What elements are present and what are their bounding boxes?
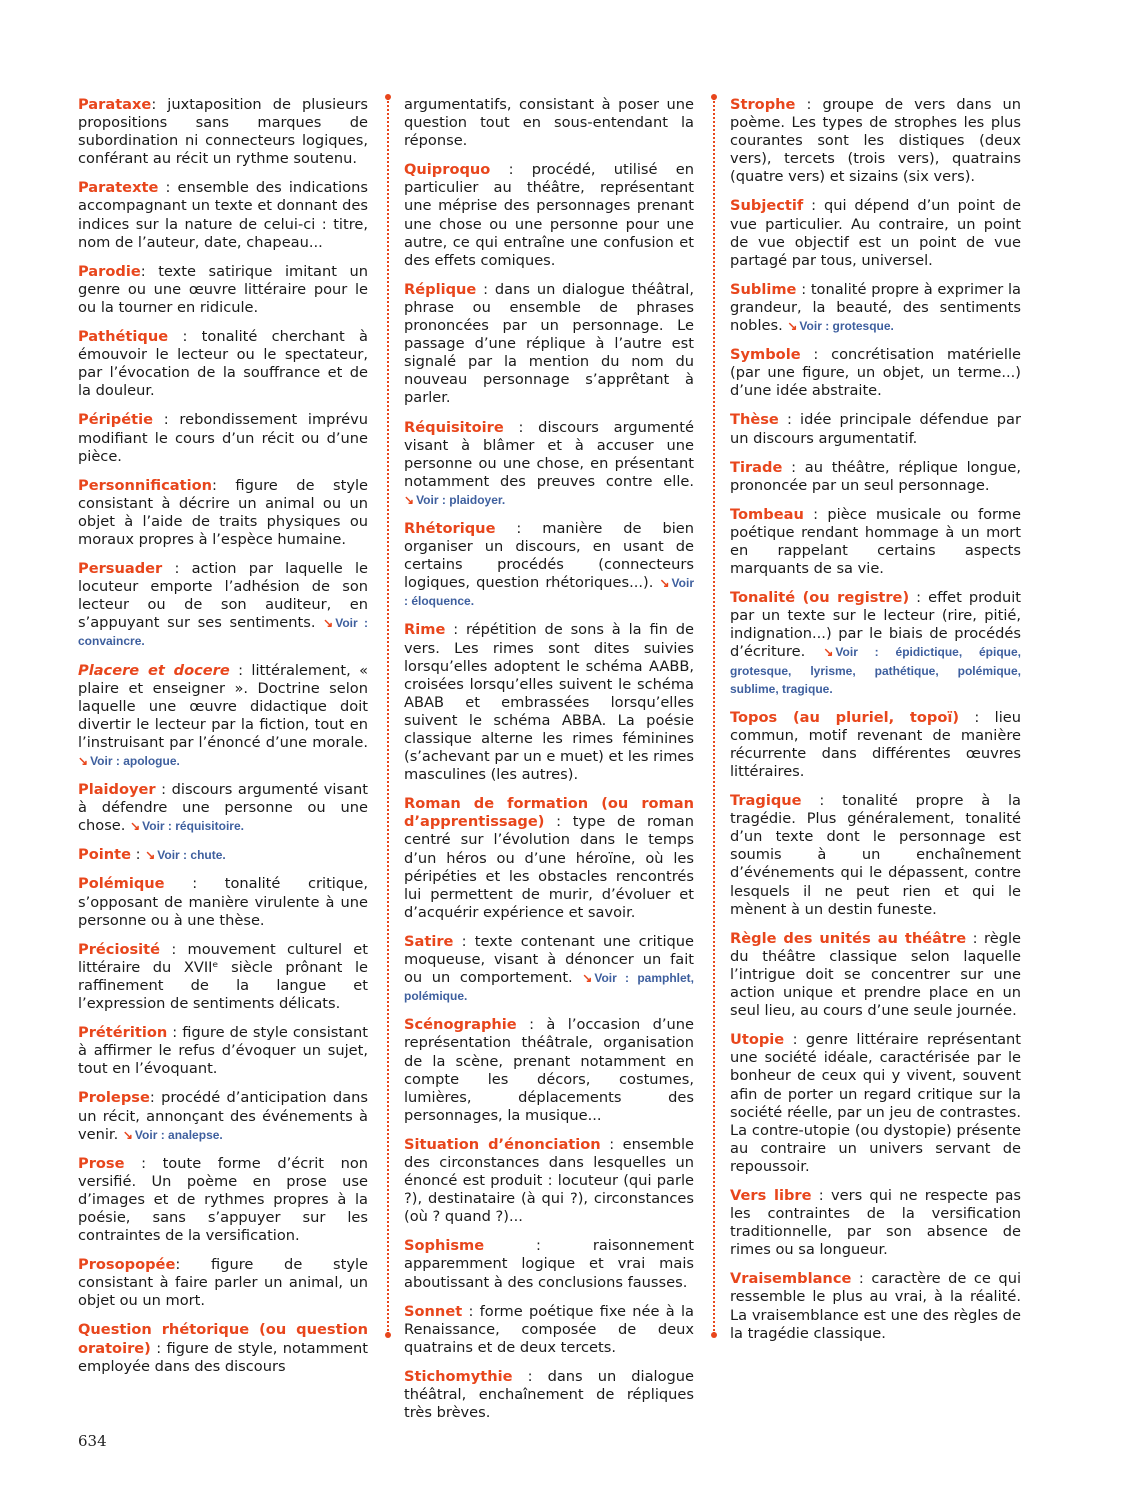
glossary-term: Règle des unités au théâtre xyxy=(730,929,967,947)
see-prefix: Voir : xyxy=(134,1127,165,1142)
glossary-definition: : procédé, utilisé en particulier au théâtre, représentant une méprise des personnages prenant une chose ou une personne pour une autre, ce qui entraîne une confusion et des effets comiques. xyxy=(404,161,694,269)
glossary-definition: : raisonnement apparemment logique et vrai mais aboutissant à des conclusions fausses. xyxy=(404,1237,694,1291)
column-separator xyxy=(387,98,389,1334)
glossary-definition: : xyxy=(131,846,141,864)
glossary-term: Roman de formation (ou roman d’apprentissage) xyxy=(404,795,694,831)
glossary-definition: : tonalité cherchant à émouvoir le lecteur ou le spectateur, par l’évocation de la souffrance et de la douleur. xyxy=(78,328,368,400)
glossary-term: Réplique xyxy=(404,280,477,298)
glossary-definition: : forme poétique fixe née à la Renaissance, composée de deux quatrains et de deux tercets. xyxy=(404,1302,694,1356)
glossary-term: Préciosité xyxy=(78,940,161,958)
glossary-entry xyxy=(404,96,694,150)
see-reference: éloquence. xyxy=(411,594,475,609)
glossary-definition: : juxtaposition de plusieurs propositions sans marques de subordination ni connecteurs logiques, conférant au récit un rythme soutenu. xyxy=(78,96,368,168)
glossary-entry xyxy=(78,1024,368,1078)
glossary-term: Scénographie xyxy=(404,1016,517,1034)
cross-reference-link[interactable] xyxy=(787,319,894,333)
arrow-icon: ↘ xyxy=(823,645,834,660)
glossary-entry xyxy=(404,1136,694,1226)
glossary-definition: : texte satirique imitant un genre ou une œuvre littéraire pour le ou la tourner en ridicule. xyxy=(78,262,368,316)
glossary-definition: : procédé d’anticipation dans un récit, annonçant des événements à venir. xyxy=(78,1089,368,1143)
cross-reference-link[interactable] xyxy=(145,848,226,862)
see-prefix: Voir : xyxy=(335,616,369,631)
glossary-entry xyxy=(730,589,1021,698)
glossary-column-1 xyxy=(78,96,368,1387)
arrow-icon: ↘ xyxy=(323,616,334,631)
glossary-term: Symbole xyxy=(730,346,801,364)
see-reference: épidictique, épique, grotesque, lyrisme, pathétique, polémique, sublime, tragique. xyxy=(730,645,1022,696)
glossary-entry xyxy=(78,941,368,1013)
glossary-term: Polémique xyxy=(78,875,165,893)
see-reference: plaidoyer. xyxy=(449,492,506,507)
page-number: 634 xyxy=(78,1432,107,1450)
glossary-entry xyxy=(404,281,694,408)
glossary-entry xyxy=(730,1031,1021,1176)
glossary-entry xyxy=(404,520,694,610)
glossary-term: Prosopopée xyxy=(78,1256,176,1274)
glossary-term: Placere et docere xyxy=(78,661,230,679)
glossary-term: Quiproquo xyxy=(404,161,491,179)
glossary-entry xyxy=(730,411,1021,447)
glossary-term: Sophisme xyxy=(404,1237,485,1255)
glossary-term: Réquisitoire xyxy=(404,418,504,436)
glossary-term: Prétérition xyxy=(78,1024,168,1042)
glossary-definition: : type de roman centré sur l’évolution dans le temps d’un héros ou d’une héroïne, où les péripéties et les obstacles rencontrés lui permettent de murir, d’évoluer et d’acquérir expérience et savoir. xyxy=(404,813,694,921)
glossary-term: Parodie xyxy=(78,262,141,280)
glossary-term: Tombeau xyxy=(730,505,804,523)
glossary-entry xyxy=(730,346,1021,400)
glossary-column-3 xyxy=(730,96,1021,1354)
glossary-term: Vers libre xyxy=(730,1186,812,1204)
see-reference: grotesque. xyxy=(832,319,894,334)
glossary-entry xyxy=(78,846,368,864)
arrow-icon: ↘ xyxy=(787,319,798,334)
glossary-entry xyxy=(78,179,368,251)
glossary-definition: : lieu commun, motif revenant de manière récurrente dans différentes œuvres littéraires. xyxy=(730,708,1021,780)
glossary-definition: : effet produit par un texte sur le lecteur (rire, pitié, indignation...) par le biais de procédés d’écriture. xyxy=(730,589,1021,661)
glossary-definition: : littéralement, « plaire et enseigner ». Doctrine selon laquelle une œuvre didactique doit divertir le lecteur par la fiction, tout en l’instruisant par l’énoncé d’une morale. xyxy=(78,661,369,751)
glossary-term: Prolepse xyxy=(78,1089,150,1107)
see-prefix: Voir : xyxy=(835,645,879,660)
glossary-entry xyxy=(404,1368,694,1422)
glossary-definition: : figure de style, notamment employée dans des discours xyxy=(78,1339,368,1375)
glossary-term: Subjectif xyxy=(730,197,804,215)
glossary-definition: : groupe de vers dans un poème. Les types de strophes les plus courantes sont les distiques (deux vers), tercets (trois vers), quatrains (quatre vers) et sizains (six vers). xyxy=(730,96,1021,186)
glossary-entry xyxy=(78,96,368,168)
glossary-entry xyxy=(730,281,1021,335)
glossary-definition: : figure de style consistant à affirmer le refus d’évoquer un sujet, tout en l’évoquant. xyxy=(78,1024,368,1078)
see-reference: pamphlet, polémique. xyxy=(404,971,695,1004)
see-prefix: Voir : xyxy=(416,492,446,507)
glossary-entry xyxy=(404,161,694,270)
glossary-definition: : à l’occasion d’une représentation théâtrale, organisation de la scène, prenant notamment en compte les décors, costumes, lumières, déplacements des personnages, la musique... xyxy=(404,1016,694,1124)
see-reference: apologue. xyxy=(123,754,180,768)
see-reference: analepse. xyxy=(168,1127,223,1142)
glossary-term: Stichomythie xyxy=(404,1367,513,1385)
arrow-icon: ↘ xyxy=(122,1127,133,1142)
glossary-entry xyxy=(730,709,1021,781)
glossary-definition: : figure de style consistant à faire parler un animal, un objet ou un mort. xyxy=(78,1256,368,1310)
glossary-entry xyxy=(730,792,1021,919)
arrow-icon: ↘ xyxy=(659,576,670,591)
see-prefix: Voir : xyxy=(142,819,172,834)
glossary-entry xyxy=(78,1321,368,1375)
glossary-definition: : genre littéraire représentant une société idéale, caractérisée par le bonheur de ceux qui y vivent, souvent afin de porter un regard critique sur la société réelle, par un jeu de contrastes. La contre-utopie (ou dystopie) présente au contraire un univers servant de repoussoir. xyxy=(730,1031,1021,1175)
glossary-term: Strophe xyxy=(730,96,796,113)
glossary-term: Satire xyxy=(404,932,454,950)
glossary-entry xyxy=(78,1089,368,1143)
glossary-entry xyxy=(404,1016,694,1125)
cross-reference-link[interactable] xyxy=(130,819,244,833)
glossary-entry xyxy=(404,1303,694,1357)
glossary-entry xyxy=(78,1256,368,1310)
glossary-definition: : caractère de ce qui ressemble le plus au vrai, à la réalité. La vraisemblance est une des règles de la tragédie classique. xyxy=(730,1270,1021,1342)
glossary-entry xyxy=(730,1270,1021,1342)
glossary-definition: : tonalité propre à la tragédie. Plus généralement, tonalité d’un texte dont le personnage est soumis à un enchaînement d’événements qui le dépassent, contre lesquels il ne peut rien et qui le mènent à un destin funeste. xyxy=(730,792,1021,918)
glossary-entry xyxy=(78,411,368,465)
glossary-term: Plaidoyer xyxy=(78,781,156,799)
glossary-term: Pathétique xyxy=(78,328,169,346)
glossary-term: Topos (au pluriel, topoï) xyxy=(730,708,960,726)
see-reference: chute. xyxy=(190,848,226,863)
glossary-definition: : rebondissement imprévu modifiant le cours d’un récit ou d’une pièce. xyxy=(78,411,368,465)
cross-reference-link[interactable] xyxy=(123,1128,223,1142)
glossary-definition: : dans un dialogue théâtral, phrase ou ensemble de phrases prononcées par un personnage. Le passage d’une réplique à l’autre est signalé par la mention du nom du nouveau personnage s’apprêtant à parler. xyxy=(404,280,694,407)
glossary-term: Personnification xyxy=(78,476,212,494)
see-reference: convaincre. xyxy=(78,634,145,649)
glossary-entry xyxy=(404,419,694,509)
glossary-entry xyxy=(78,328,368,400)
glossary-definition: : mouvement culturel et littéraire du XVIIᵉ siècle prônant le raffinement de la langue et l’expression de sentiments délicats. xyxy=(78,940,368,1013)
glossary-term: Tragique xyxy=(730,792,802,810)
glossary-definition: : idée principale défendue par un discours argumentatif. xyxy=(730,411,1021,447)
glossary-entry xyxy=(404,933,694,1005)
glossary-definition: : vers qui ne respecte pas les contraintes de la versification traditionnelle, par son absence de rimes ou sa longueur. xyxy=(730,1186,1022,1259)
glossary-definition: : tonalité critique, s’opposant de manière virulente à une personne ou à une thèse. xyxy=(78,875,368,929)
glossary-definition: : texte contenant une critique moqueuse, visant à dénoncer un fait ou un comportement. xyxy=(404,932,694,987)
glossary-term: Rhétorique xyxy=(404,519,496,537)
glossary-definition: : règle du théâtre classique selon laquelle l’intrigue doit se concentrer sur une action unique et prendre place en un seul lieu, au cours d’une seule journée. xyxy=(730,929,1021,1020)
glossary-entry xyxy=(404,795,694,922)
glossary-definition: : action par laquelle le locuteur emporte l’adhésion de son lecteur ou de son auditeur, en s’appuyant sur ses sentiments. xyxy=(78,560,368,632)
glossary-term: Sonnet xyxy=(404,1302,463,1320)
glossary-term: Thèse xyxy=(730,411,779,429)
glossary-term: Parataxe xyxy=(78,96,152,113)
arrow-icon: ↘ xyxy=(404,492,415,507)
glossary-definition: : manière de bien organiser un discours, en usant de certains procédés (connecteurs logiques, question rhétoriques...). xyxy=(404,519,694,592)
glossary-entry xyxy=(78,560,368,650)
cross-reference-link[interactable] xyxy=(404,493,505,507)
glossary-definition: : concrétisation matérielle (par une figure, un objet, un terme...) d’une idée abstraite. xyxy=(730,346,1021,400)
glossary-definition: : discours argumenté visant à blâmer et à accuser une personne ou une chose, en présentant notamment des preuves contre elle. xyxy=(404,418,694,490)
column-separator xyxy=(713,98,715,1334)
glossary-definition: : au théâtre, réplique longue, prononcée par un seul personnage. xyxy=(730,458,1021,494)
glossary-definition: : ensemble des circonstances dans lesquelles un énoncé est produit : locuteur (qui parle ?), destinataire (à qui ?), circonstances (où ? quand ?)... xyxy=(404,1135,694,1226)
see-prefix: Voir : xyxy=(157,848,188,863)
glossary-term: Question rhétorique (ou question oratoire) xyxy=(78,1321,368,1357)
glossary-term: Rime xyxy=(404,621,446,639)
glossary-term: Vraisemblance xyxy=(730,1270,852,1288)
glossary-term: Situation d’énonciation xyxy=(404,1135,601,1153)
glossary-entry xyxy=(730,1187,1021,1259)
glossary-term: Tonalité (ou registre) xyxy=(730,589,910,607)
glossary-definition: : figure de style consistant à décrire un animal ou un objet à l’aide de traits physiques ou moraux propres à l’espèce humaine. xyxy=(78,476,368,548)
glossary-term: Tirade xyxy=(730,458,783,476)
glossary-entry xyxy=(404,621,694,784)
glossary-definition: : qui dépend d’un point de vue particulier. Au contraire, un point de vue objectif est un point de vue partagé par tous, universel. xyxy=(730,197,1021,269)
glossary-term: Péripétie xyxy=(78,411,154,429)
glossary-entry xyxy=(730,459,1021,495)
glossary-term: Pointe xyxy=(78,846,131,864)
arrow-icon: ↘ xyxy=(145,848,156,863)
glossary-entry xyxy=(78,781,368,835)
see-prefix: Voir : xyxy=(594,971,630,986)
glossary-definition: : ensemble des indications accompagnant un texte et donnant des indices sur la nature de celui-ci : titre, nom de l’auteur, date, chapeau... xyxy=(78,179,368,251)
glossary-term: Sublime xyxy=(730,280,797,298)
glossary-definition: : répétition de sons à la fin de vers. Les rimes sont dites suivies lorsqu’elles adoptent le schéma AABB, croisées lorsqu’elles suivent le schéma ABAB et embrassées lorsqu’elles suivent le schéma ABBA. La poésie classique alterne les rimes féminines (s’achevant par un e muet) et les rimes masculines (les autres). xyxy=(404,621,694,784)
glossary-definition: : dans un dialogue théâtral, enchaînement de répliques très brèves. xyxy=(404,1367,694,1422)
glossary-entry xyxy=(78,1155,368,1245)
glossary-entry xyxy=(78,662,368,771)
glossary-entry xyxy=(730,96,1021,186)
glossary-term: Persuader xyxy=(78,560,163,578)
glossary-term: Paratexte xyxy=(78,179,159,197)
glossary-entry xyxy=(78,875,368,929)
cross-reference-link[interactable] xyxy=(78,754,180,768)
glossary-term: Prose xyxy=(78,1154,125,1172)
glossary-definition: : toute forme d’écrit non versifié. Un poème en prose use d’images et de rythmes propres à la poésie, sans s’appuyer sur les contraintes de la versification. xyxy=(78,1154,368,1245)
see-prefix: Voir : xyxy=(404,576,694,609)
glossary-definition: : pièce musicale ou forme poétique rendant hommage à un mort en rappelant certains aspects marquants de sa vie. xyxy=(730,505,1021,578)
arrow-icon: ↘ xyxy=(78,754,89,768)
glossary-entry xyxy=(730,197,1021,269)
glossary-column-2 xyxy=(404,96,694,1433)
see-prefix: Voir : xyxy=(90,754,120,768)
arrow-icon: ↘ xyxy=(582,971,593,986)
glossary-entry xyxy=(730,930,1021,1020)
glossary-definition: : discours argumenté visant à défendre une personne ou une chose. xyxy=(78,781,368,835)
see-prefix: Voir : xyxy=(799,319,830,334)
glossary-entry xyxy=(78,263,368,317)
glossary-entry xyxy=(730,506,1021,578)
glossary-entry xyxy=(404,1237,694,1291)
arrow-icon: ↘ xyxy=(130,819,141,834)
see-reference: réquisitoire. xyxy=(175,819,244,834)
glossary-term: Utopie xyxy=(730,1031,785,1049)
glossary-definition: argumentatifs, consistant à poser une question tout en sous-entendant la réponse. xyxy=(404,96,694,150)
glossary-definition: : tonalité propre à exprimer la grandeur, la beauté, des sentiments nobles. xyxy=(730,280,1021,335)
glossary-entry xyxy=(78,477,368,549)
